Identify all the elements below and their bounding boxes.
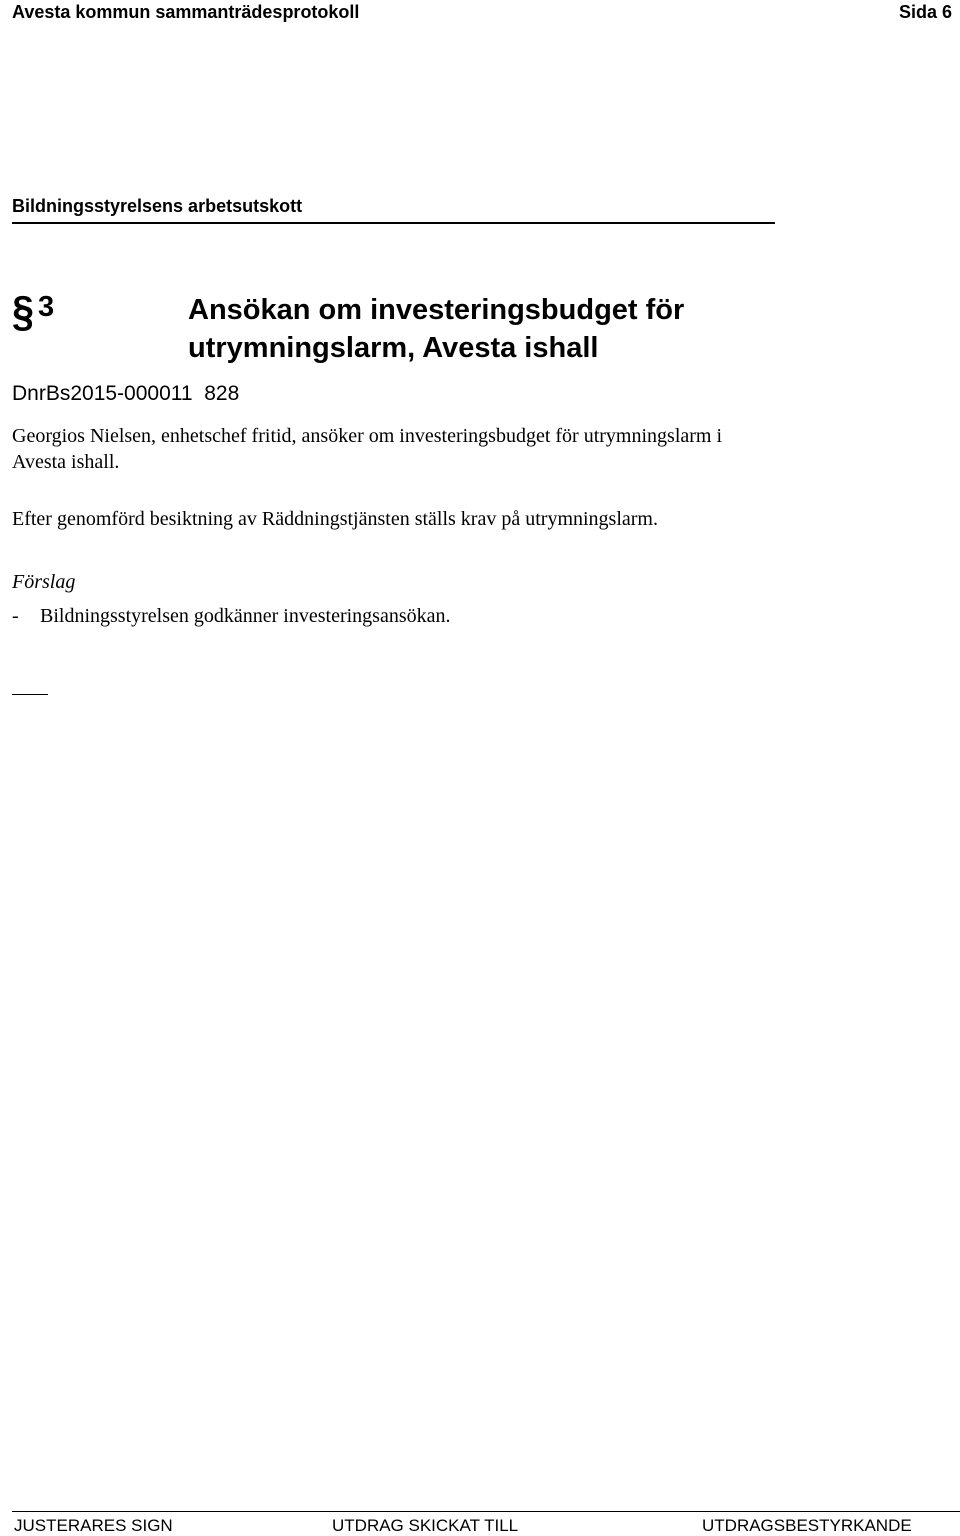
- proposal-label: Förslag: [12, 571, 76, 593]
- item-title-line-1: Ansökan om investeringsbudget för: [188, 294, 685, 326]
- paragraph-inspection: Efter genomförd besiktning av Räddningstjänsten ställs krav på utrymningslarm.: [12, 508, 658, 530]
- document-header-title: Avesta kommun sammanträdesprotokoll: [12, 2, 360, 22]
- proposal-list-item: [12, 605, 451, 628]
- proposal-text: Bildningsstyrelsen godkänner investeringsansökan.: [40, 605, 451, 627]
- section-sign-glyph: §: [12, 287, 34, 336]
- item-title-line-2: utrymningslarm, Avesta ishall: [188, 332, 599, 364]
- footer-utdrag-skickat-till: UTDRAG SKICKAT TILL: [332, 1516, 519, 1535]
- paragraph-applicant: [12, 423, 722, 475]
- list-dash: -: [12, 605, 19, 627]
- footer-utdragsbestyrkande: UTDRAGSBESTYRKANDE: [702, 1516, 912, 1535]
- diary-number: DnrBs2015-000011 828: [12, 382, 240, 405]
- committee-underline: [12, 222, 775, 224]
- item-title: [188, 291, 684, 367]
- footer-rule: [12, 1511, 960, 1512]
- item-number: 3: [38, 291, 55, 323]
- section-end-rule: [12, 694, 48, 695]
- page-number: Sida 6: [898, 2, 952, 22]
- committee-name: Bildningsstyrelsens arbetsutskott: [12, 196, 303, 216]
- section-sign-icon: [12, 287, 34, 336]
- footer-justerares-sign: JUSTERARES SIGN: [14, 1516, 173, 1535]
- paragraph-applicant-line-2: Avesta ishall.: [12, 451, 120, 473]
- paragraph-applicant-line-1: Georgios Nielsen, enhetschef fritid, ansöker om investeringsbudget för utrymningslarm i: [12, 425, 723, 447]
